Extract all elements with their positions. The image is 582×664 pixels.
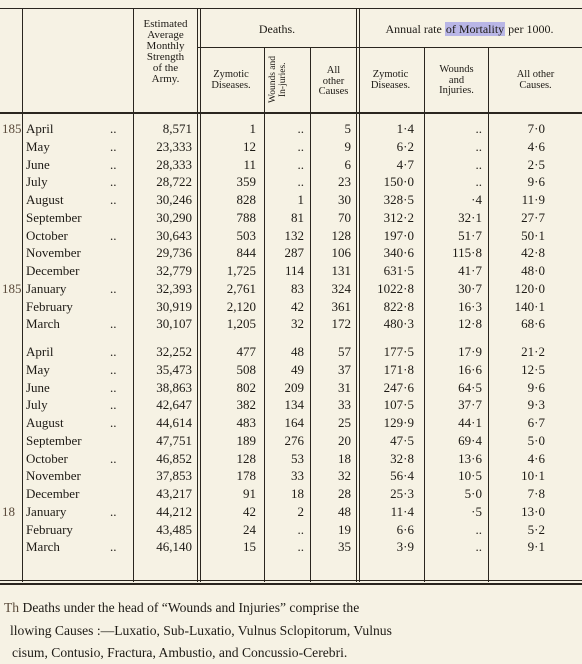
cell-oth: 128 (331, 227, 351, 243)
table-row (0, 432, 582, 450)
rule-bottom-2 (0, 583, 582, 585)
cell-strength: 44,212 (156, 503, 192, 519)
header-rate-wounds-line: Wounds (439, 64, 474, 75)
table-row (0, 173, 582, 191)
cell-oth: 23 (338, 174, 351, 190)
cell-month: June (26, 156, 50, 172)
cell-rz: 107·5 (383, 397, 414, 413)
header-rate-zymotic (357, 70, 424, 91)
cell-rz: 150·0 (383, 174, 414, 190)
cell-month: February (26, 521, 73, 537)
cell-rz: 3·9 (396, 539, 414, 555)
cell-wnd: 132 (284, 227, 304, 243)
header-rate-suffix: per 1000. (505, 22, 554, 36)
cell-rz: 171·8 (383, 361, 414, 377)
cell-strength: 28,333 (156, 156, 192, 172)
table-row (0, 414, 582, 432)
cell-rz: 1·4 (396, 121, 414, 136)
cell-rw: .. (475, 138, 482, 154)
cell-zym: 788 (236, 209, 256, 225)
table-row (0, 450, 582, 468)
cell-rz: 822·8 (383, 298, 414, 314)
cell-dots: .. (110, 227, 117, 243)
cell-oth: 131 (331, 263, 351, 278)
cell-ro: 140·1 (514, 298, 545, 314)
cell-wnd: 42 (291, 298, 304, 314)
cell-ro: 12·5 (521, 361, 545, 377)
cell-wnd: 32 (291, 316, 304, 332)
cell-wnd: .. (297, 539, 304, 555)
header-rate-wounds-line: and (448, 74, 465, 86)
cell-rz: 1022·8 (377, 280, 414, 296)
cell-wnd: .. (297, 174, 304, 190)
table-row (0, 467, 582, 485)
cell-wnd: 164 (284, 415, 304, 430)
cell-oth: 70 (338, 209, 351, 225)
cell-strength: 8,571 (162, 121, 192, 136)
cell-oth: 25 (338, 415, 351, 430)
cell-strength: 42,647 (156, 397, 192, 413)
footnote-line: cisum, Contusio, Fractura, Ambustio, and Concussio-Cerebri. (12, 645, 348, 660)
cell-oth: 6 (344, 156, 351, 172)
header-strength-line: Monthly (146, 40, 185, 52)
cell-strength: 46,140 (156, 539, 192, 555)
cell-month: March (26, 316, 60, 332)
cell-dots: .. (110, 397, 117, 413)
table-row (0, 503, 582, 521)
cell-wnd: 114 (284, 263, 304, 278)
cell-ro: 9·6 (527, 174, 545, 190)
header-all-other-line: other (322, 75, 345, 87)
cell-rw: .. (475, 121, 482, 136)
header-zymotic (198, 70, 264, 91)
cell-month: July (26, 397, 48, 413)
cell-rw: 12·8 (458, 316, 482, 332)
header-rate-other-line: Causes. (519, 79, 552, 91)
cell-wnd: 287 (284, 245, 304, 261)
table-row (0, 361, 582, 379)
cell-dots: .. (110, 344, 117, 359)
cell-oth: 37 (338, 361, 351, 377)
header-rate-highlight: of Mortality (445, 22, 505, 36)
cell-rz: 4·7 (396, 156, 414, 172)
cell-rz: 129·9 (383, 415, 414, 430)
cell-wnd: .. (297, 138, 304, 154)
cell-zym: 189 (236, 432, 256, 448)
cell-ro: 9·3 (527, 397, 545, 413)
cell-zym: 2,120 (226, 298, 256, 314)
cell-oth: 172 (331, 316, 351, 332)
cell-oth: 35 (338, 539, 351, 555)
cell-strength: 43,485 (156, 521, 192, 537)
cell-wnd: 2 (297, 503, 304, 519)
cell-rz: 177·5 (383, 344, 414, 359)
cell-ro: 9·6 (527, 379, 545, 395)
cell-rw: 5·0 (464, 486, 482, 501)
cell-ro: 4·6 (527, 138, 545, 154)
cell-zym: 503 (236, 227, 256, 243)
table-row (0, 315, 582, 333)
cell-oth: 106 (331, 245, 351, 261)
cell-zym: 477 (236, 344, 256, 359)
cell-zym: 11 (243, 156, 256, 172)
cell-strength: 29,736 (156, 245, 192, 261)
cell-rw: ·5 (471, 503, 482, 519)
cell-wnd: .. (297, 521, 304, 537)
table-row (0, 138, 582, 156)
cell-ro: 7·8 (527, 486, 545, 501)
cell-strength: 47,751 (156, 432, 192, 448)
cell-strength: 32,393 (156, 280, 192, 296)
cell-zym: 828 (236, 192, 256, 207)
cell-month: April (26, 121, 54, 136)
header-rate-zymotic-line: Diseases. (370, 79, 411, 91)
cell-strength: 28,722 (156, 174, 192, 190)
cell-rw: 37·7 (458, 397, 482, 413)
header-rate (357, 24, 582, 35)
cell-oth: 9 (344, 138, 351, 154)
cell-dots: .. (110, 379, 117, 395)
cell-month: March (26, 539, 60, 555)
cell-rz: 328·5 (383, 192, 414, 207)
cell-dots: .. (110, 156, 117, 172)
cell-month: October (26, 227, 68, 243)
cell-month: December (26, 263, 80, 278)
cell-rw: 32·1 (458, 209, 482, 225)
cell-year: 185 (2, 121, 22, 136)
cell-ro: 13·0 (521, 503, 545, 519)
cell-dots: .. (110, 280, 117, 296)
header-deaths: Deaths. (258, 22, 296, 36)
table-row (0, 156, 582, 174)
cell-rz: 6·2 (396, 138, 414, 154)
cell-ro: 120·0 (514, 280, 545, 296)
cell-strength: 43,217 (156, 486, 192, 501)
cell-month: November (26, 245, 81, 261)
cell-zym: 2,761 (226, 280, 256, 296)
header-rate-other-line: All other (516, 69, 555, 80)
cell-rz: 47·5 (390, 432, 414, 448)
cell-month: September (26, 432, 82, 448)
table-row (0, 298, 582, 316)
cell-wnd: 49 (291, 361, 304, 377)
cell-zym: 483 (236, 415, 256, 430)
header-strength-line: Strength (146, 51, 185, 63)
cell-ro: 4·6 (527, 450, 545, 466)
cell-dots: .. (110, 415, 117, 430)
cell-oth: 20 (338, 432, 351, 448)
cell-zym: 1 (249, 121, 256, 136)
cell-rz: 631·5 (383, 263, 414, 278)
cell-rw: 30·7 (458, 280, 482, 296)
cell-strength: 32,252 (156, 344, 192, 359)
cell-rz: 247·6 (383, 379, 414, 395)
cell-oth: 57 (338, 344, 351, 359)
header-all-other-line: Causes (318, 86, 349, 97)
cell-wnd: 18 (291, 486, 304, 501)
cell-zym: 12 (243, 138, 256, 154)
cell-zym: 91 (243, 486, 256, 501)
cell-oth: 31 (338, 379, 351, 395)
cell-dots: .. (110, 503, 117, 519)
table-row (0, 244, 582, 262)
cell-month: April (26, 344, 54, 359)
cell-dots: .. (110, 121, 117, 136)
table-row (0, 538, 582, 556)
cell-rw: .. (475, 539, 482, 555)
header-strength-line: Army. (151, 73, 180, 85)
cell-dots: .. (110, 450, 117, 466)
cell-rw: 44·1 (458, 415, 482, 430)
header-strength-line: Estimated (143, 18, 188, 30)
cell-oth: 18 (338, 450, 351, 466)
cell-ro: 27·7 (521, 209, 545, 225)
cell-month: August (26, 192, 64, 207)
cell-dots: .. (110, 316, 117, 332)
header-strength (134, 19, 197, 85)
cell-rw: 10·5 (458, 468, 482, 484)
rule-top (0, 8, 582, 9)
cell-wnd: 134 (284, 397, 304, 413)
cell-zym: 15 (243, 539, 256, 555)
cell-rw: ·4 (471, 192, 482, 207)
cell-ro: 42·8 (521, 245, 545, 261)
cell-oth: 5 (344, 121, 351, 136)
cell-zym: 359 (236, 174, 256, 190)
cell-dots: .. (110, 192, 117, 207)
cell-month: October (26, 450, 68, 466)
cell-oth: 33 (338, 397, 351, 413)
cell-oth: 48 (338, 503, 351, 519)
cell-rw: 69·4 (458, 432, 482, 448)
cell-strength: 30,246 (156, 192, 192, 207)
cell-ro: 21·2 (521, 344, 545, 359)
cell-month: November (26, 468, 81, 484)
cell-strength: 30,643 (156, 227, 192, 243)
header-rate-wounds-line: Injuries. (439, 85, 474, 96)
cell-wnd: .. (297, 156, 304, 172)
cell-rw: 16·3 (458, 298, 482, 314)
cell-zym: 128 (236, 450, 256, 466)
cell-wnd: 276 (284, 432, 304, 448)
cell-dots: .. (110, 138, 117, 154)
cell-zym: 42 (243, 503, 256, 519)
cell-ro: 50·1 (521, 227, 545, 243)
cell-strength: 23,333 (156, 138, 192, 154)
header-rate-other (489, 70, 582, 91)
cell-rz: 197·0 (383, 227, 414, 243)
cell-month: June (26, 379, 50, 395)
cell-oth: 324 (331, 280, 351, 296)
table-row (0, 521, 582, 539)
cell-ro: 7·0 (527, 121, 545, 136)
cell-year: 18 (2, 503, 15, 519)
cell-month: December (26, 486, 80, 501)
rule-subhead (198, 47, 582, 48)
cell-month: February (26, 298, 73, 314)
cell-strength: 30,107 (156, 316, 192, 332)
cell-dots: .. (110, 539, 117, 555)
cell-year: 185 (2, 280, 22, 296)
cell-rz: 56·4 (390, 468, 414, 484)
table-row (0, 379, 582, 397)
cell-zym: 24 (243, 521, 256, 537)
cell-wnd: 1 (297, 192, 304, 207)
header-wounds: Wounds and In-juries. (268, 56, 288, 104)
header-all-other (311, 66, 356, 98)
cell-month: January (26, 280, 67, 296)
header-strength-line: of the (152, 62, 179, 74)
table-row (0, 191, 582, 209)
cell-ro: 68·6 (521, 316, 545, 332)
table-row (0, 120, 582, 138)
cell-ro: 6·7 (527, 415, 545, 430)
header-strength-line: Average (147, 29, 184, 41)
cell-rw: 17·9 (458, 344, 482, 359)
cell-rz: 6·6 (396, 521, 414, 537)
cell-oth: 32 (338, 468, 351, 484)
rule-header-bottom (0, 112, 582, 114)
cell-zym: 1,725 (226, 263, 256, 278)
table-row (0, 280, 582, 298)
cell-rw: .. (475, 521, 482, 537)
cell-wnd: 83 (291, 280, 304, 296)
cell-rw: 64·5 (458, 379, 482, 395)
cell-ro: 9·1 (527, 539, 545, 555)
cell-month: May (26, 138, 50, 154)
table-row (0, 343, 582, 361)
cell-rw: 51·7 (458, 227, 482, 243)
cell-rz: 11·4 (390, 503, 414, 519)
cell-wnd: .. (297, 121, 304, 136)
cell-rw: .. (475, 174, 482, 190)
header-rate-wounds (425, 65, 488, 97)
cell-strength: 32,779 (156, 263, 192, 278)
cell-ro: 10·1 (521, 468, 545, 484)
cell-rw: .. (475, 156, 482, 172)
cell-wnd: 48 (291, 344, 304, 359)
table-row (0, 485, 582, 503)
footnote-lead: Th (4, 600, 20, 615)
cell-strength: 30,919 (156, 298, 192, 314)
table-row (0, 209, 582, 227)
cell-strength: 38,863 (156, 379, 192, 395)
cell-ro: 11·9 (521, 192, 545, 207)
cell-oth: 19 (338, 521, 351, 537)
cell-month: August (26, 415, 64, 430)
cell-rw: 115·8 (452, 245, 482, 261)
header-rate-zymotic-line: Zymotic (372, 69, 409, 80)
cell-rw: 13·6 (458, 450, 482, 466)
cell-oth: 361 (331, 298, 351, 314)
cell-zym: 802 (236, 379, 256, 395)
header-zymotic-line: Zymotic (213, 69, 249, 80)
table-row (0, 262, 582, 280)
cell-wnd: 209 (284, 379, 304, 395)
rule-bottom (0, 580, 582, 581)
cell-wnd: 53 (291, 450, 304, 466)
footnote-text: Deaths under the head of “Wounds and Injuries” comprise the (22, 600, 360, 615)
footnote-line (4, 596, 582, 619)
cell-strength: 37,853 (156, 468, 192, 484)
cell-strength: 46,852 (156, 450, 192, 466)
cell-rz: 312·2 (383, 209, 414, 225)
cell-month: September (26, 209, 82, 225)
table-row (0, 227, 582, 245)
cell-zym: 178 (236, 468, 256, 484)
cell-strength: 30,290 (156, 209, 192, 225)
cell-ro: 48·0 (521, 263, 545, 278)
header-all-other-line: All (326, 65, 341, 76)
cell-wnd: 33 (291, 468, 304, 484)
cell-rz: 25·3 (390, 486, 414, 501)
header-rate-prefix: Annual rate (385, 22, 445, 36)
cell-rz: 340·6 (383, 245, 414, 261)
header-zymotic-line: Diseases. (211, 79, 251, 91)
cell-rw: 41·7 (458, 263, 482, 278)
cell-month: July (26, 174, 48, 190)
cell-zym: 382 (236, 397, 256, 413)
table-row (0, 396, 582, 414)
cell-oth: 30 (338, 192, 351, 207)
cell-rw: 16·6 (458, 361, 482, 377)
cell-month: May (26, 361, 50, 377)
cell-rz: 480·3 (383, 316, 414, 332)
cell-zym: 844 (236, 245, 256, 261)
cell-ro: 2·5 (527, 156, 545, 172)
cell-dots: .. (110, 361, 117, 377)
cell-zym: 1,205 (226, 316, 256, 332)
cell-dots: .. (110, 174, 117, 190)
cell-month: January (26, 503, 67, 519)
cell-wnd: 81 (291, 209, 304, 225)
cell-zym: 508 (236, 361, 256, 377)
cell-oth: 28 (338, 486, 351, 501)
cell-ro: 5·0 (527, 432, 545, 448)
cell-strength: 44,614 (156, 415, 192, 430)
cell-ro: 5·2 (527, 521, 545, 537)
footnote-line: llowing Causes :—Luxatio, Sub-Luxatio, Vulnus Sclopitorum, Vulnus (10, 623, 392, 638)
cell-strength: 35,473 (156, 361, 192, 377)
cell-rz: 32·8 (390, 450, 414, 466)
